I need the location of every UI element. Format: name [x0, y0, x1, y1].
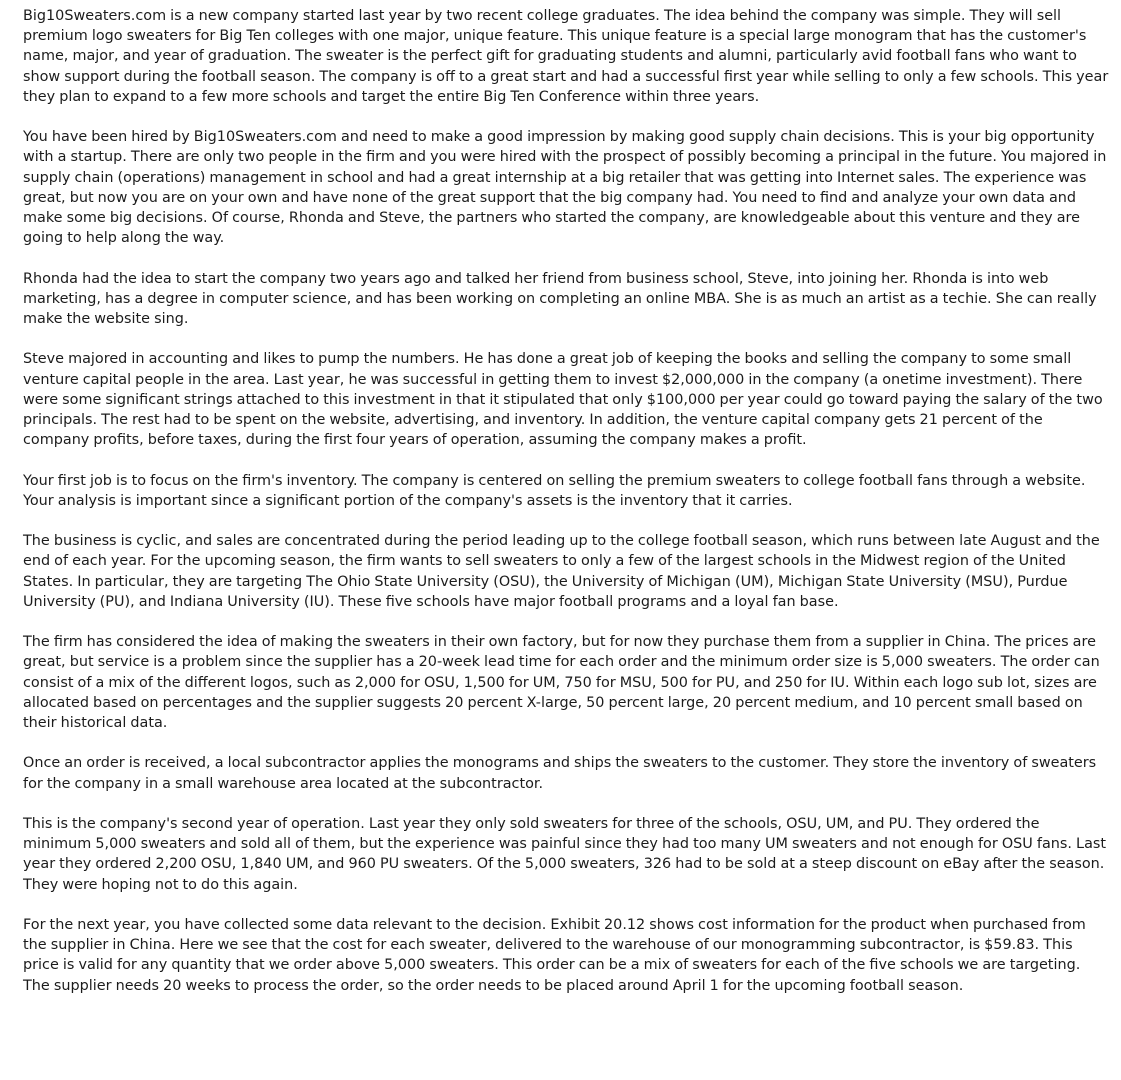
- paragraph-supplier: The firm has considered the idea of making the sweaters in their own factory, but for now they purchase them from a supplier in China. The prices are great, but service is a problem since the supplier has a 20-week lead time for each order and the minimum order size is 5,000 sweaters. The order can consist of a mix of the different logos, such as 2,000 for OSU, 1,500 for UM, 750 for MSU, 500 for PU, and 250 for IU. Within each logo sub lot, sizes are allocated based on percentages and the supplier suggests 20 percent X-large, 50 percent large, 20 percent medium, and 10 percent small based on their historical data.: [23, 634, 1100, 732]
- paragraph-business-cycle: The business is cyclic, and sales are concentrated during the period leading up to the college football season, which runs between late August and the end of each year. For the upcoming season, the firm wants to sell sweaters to only a few of the largest schools in the Midwest region of the United States. In particular, they are targeting The Ohio State University (OSU), the University of Michigan (UM), Michigan State University (MSU), Purdue University (PU), and Indiana University (IU). These five schools have major football programs and a loyal fan base.: [23, 533, 1100, 610]
- paragraph-steve: Steve majored in accounting and likes to pump the numbers. He has done a great job of keeping the books and selling the company to some small venture capital people in the area. Last year, he was successful in getting them to invest $2,000,000 in the company (a onetime investment). There were some significant strings attached to this investment in that it stipulated that only $100,000 per year could go toward paying the salary of the two principals. The rest had to be spent on the website, advertising, and inventory. In addition, the venture capital company gets 21 percent of the company profits, before taxes, during the first four years of operation, assuming the company makes a profit.: [23, 351, 1103, 449]
- paragraph-your-role: You have been hired by Big10Sweaters.com and need to make a good impression by making good supply chain decisions. This is your big opportunity with a startup. There are only two people in the firm and you were hired with the prospect of possibly becoming a principal in the future. You majored in supply chain (operations) management in school and had a great internship at a big retailer that was getting into Internet sales. The experience was great, but now you are on your own and have none of the great support that the big company had. You need to find and analyze your own data and make some big decisions. Of course, Rhonda and Steve, the partners who started the company, are knowledgeable about this venture and they are going to help along the way.: [23, 129, 1107, 247]
- paragraph-company-intro: Big10Sweaters.com is a new company started last year by two recent college graduates. The idea behind the company was simple. They will sell premium logo sweaters for Big Ten colleges with one major, unique feature. This unique feature is a special large monogram that has the customer's name, major, and year of graduation. The sweater is the perfect gift for graduating students and alumni, particularly avid football fans who want to show support during the football season. The company is off to a great start and had a successful first year while selling to only a few schools. This year they plan to expand to a few more schools and target the entire Big Ten Conference within three years.: [23, 8, 1109, 105]
- paragraph-inventory-focus: Your first job is to focus on the firm's inventory. The company is centered on selling the premium sweaters to college football fans through a website. Your analysis is important since a significant portion of the company's assets is the inventory that it carries.: [23, 472, 1086, 509]
- paragraph-rhonda: Rhonda had the idea to start the company two years ago and talked her friend from business school, Steve, into joining her. Rhonda is into web marketing, has a degree in computer science, and has been working on completing an online MBA. She is as much an artist as a techie. She can really make the website sing.: [23, 270, 1097, 328]
- paragraph-cost-data: For the next year, you have collected some data relevant to the decision. Exhibit 20.12 shows cost information for the product when purchased from the supplier in China. Here we see that the cost for each sweater, delivered to the warehouse of our monogramming subcontractor, is $59.83. This price is valid for any quantity that we order above 5,000 sweaters. This order can be a mix of sweaters for each of the five schools we are targeting. The supplier needs 20 weeks to process the order, so the order needs to be placed around April 1 for the upcoming football season.: [23, 917, 1086, 994]
- paragraph-second-year: This is the company's second year of operation. Last year they only sold sweaters for three of the schools, OSU, UM, and PU. They ordered the minimum 5,000 sweaters and sold all of them, but the experience was painful since they had too many UM sweaters and not enough for OSU fans. Last year they ordered 2,200 OSU, 1,840 UM, and 960 PU sweaters. Of the 5,000 sweaters, 326 had to be sold at a steep discount on eBay after the season. They were hoping not to do this again.: [23, 816, 1107, 893]
- paragraph-subcontractor: Once an order is received, a local subcontractor applies the monograms and ships the sweaters to the customer. They store the inventory of sweaters for the company in a small warehouse area located at the subcontractor.: [23, 755, 1097, 792]
